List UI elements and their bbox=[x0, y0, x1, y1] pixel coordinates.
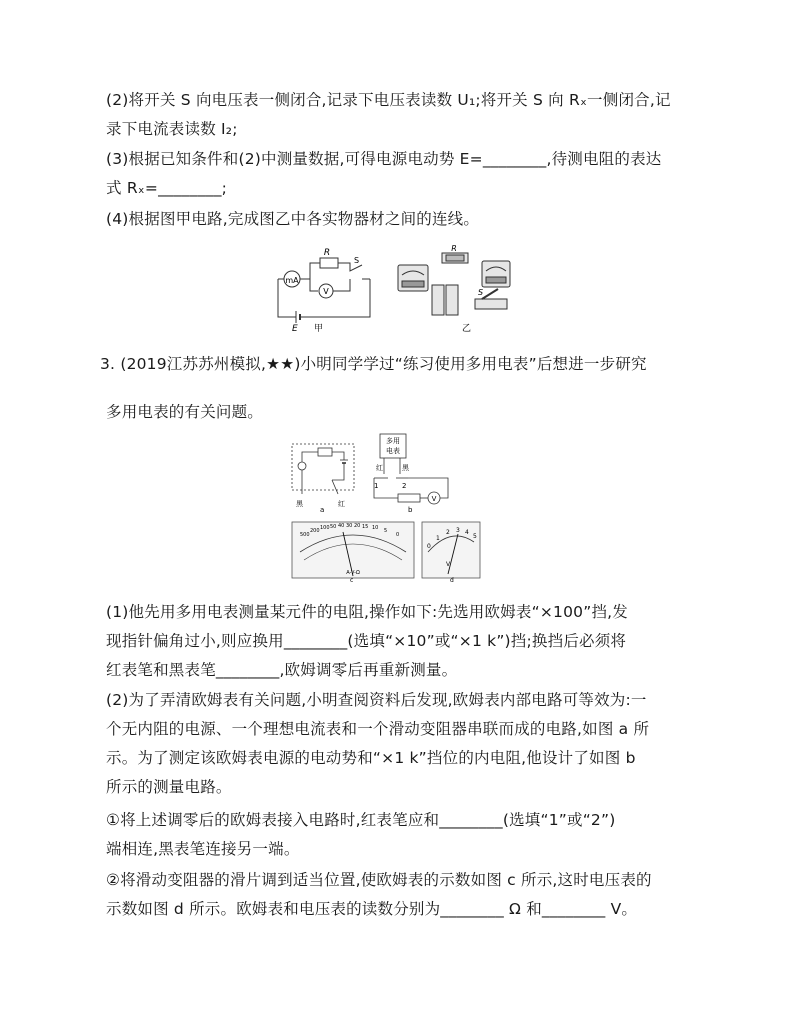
black-probe-label-b: 黑 bbox=[402, 464, 409, 472]
figure-b-caption: b bbox=[408, 506, 413, 514]
dial-d-unit: V bbox=[446, 561, 451, 568]
figure-yi-caption: 乙 bbox=[462, 324, 472, 334]
dial-d bbox=[422, 522, 480, 578]
volt-tick: 2 bbox=[446, 529, 450, 536]
red-probe-label-a: 红 bbox=[338, 500, 345, 508]
voltmeter-label: V bbox=[323, 287, 329, 296]
question-2-step-3 bbox=[106, 145, 686, 203]
ohm-tick: 40 bbox=[338, 523, 345, 529]
volt-tick: 3 bbox=[456, 527, 460, 534]
text-line: (2)为了弄清欧姆表有关问题,小明查阅资料后发现,欧姆表内部电路可等效为:一 bbox=[106, 691, 647, 709]
resistor-yi-label: R bbox=[451, 244, 457, 253]
apparatus-yi bbox=[398, 253, 510, 315]
text-line: ①将上述调零后的欧姆表接入电路时,红表笔应和________(选填“1”或“2”) bbox=[106, 811, 616, 829]
battery-1 bbox=[432, 285, 444, 315]
text-line: 3. (2019江苏苏州模拟,★★)小明同学学过“练习使用多用电表”后想进一步研究 bbox=[100, 355, 647, 373]
switch-label: S bbox=[354, 256, 360, 265]
volt-tick: 4 bbox=[465, 529, 469, 536]
figure-c-caption: c bbox=[350, 577, 354, 582]
terminal-1-label: 1 bbox=[374, 482, 379, 490]
red-probe-label-b: 红 bbox=[376, 464, 383, 472]
figure-jia-caption: 甲 bbox=[314, 324, 324, 334]
text-line: 现指针偏角过小,则应换用________(选填“×10”或“×1 k”)挡;换挡后必须将 bbox=[106, 632, 627, 650]
multimeter-box-label-2: 电表 bbox=[386, 447, 400, 455]
text-line: 多用电表的有关问题。 bbox=[106, 403, 264, 421]
dial-c-caption: A-V-Ω bbox=[346, 570, 360, 576]
figure-a-caption: a bbox=[320, 506, 325, 514]
text-line: (4)根据图甲电路,完成图乙中各实物器材之间的连线。 bbox=[106, 210, 480, 228]
text-line: 示。为了测定该欧姆表电源的电动势和“×1 k”挡位的内电阻,他设计了如图 b bbox=[106, 749, 636, 767]
black-probe-label-a: 黑 bbox=[296, 500, 303, 508]
text-line: 示数如图 d 所示。欧姆表和电压表的读数分别为________ Ω 和________ V。 bbox=[106, 900, 638, 918]
text-line: ②将滑动变阻器的滑片调到适当位置,使欧姆表的示数如图 c 所示,这时电压表的 bbox=[106, 871, 652, 889]
text-line: 式 Rₓ=________; bbox=[106, 179, 228, 197]
text-line: 所示的测量电路。 bbox=[106, 778, 232, 796]
ohm-tick: 10 bbox=[372, 525, 379, 531]
ohm-tick: 20 bbox=[354, 523, 361, 529]
ammeter-label: mA bbox=[285, 276, 299, 285]
resistor-label: R bbox=[323, 248, 331, 258]
figure-circuit-jia-yi bbox=[270, 243, 530, 335]
question-3-part-2-2 bbox=[106, 866, 686, 924]
question-3-part-1 bbox=[106, 598, 686, 685]
question-2-step-2 bbox=[106, 86, 686, 144]
switch-yi-label: S bbox=[478, 288, 484, 297]
volt-tick: 0 bbox=[427, 543, 431, 550]
ohm-tick: 200 bbox=[310, 528, 320, 534]
ohm-tick: 500 bbox=[300, 532, 310, 538]
ohm-tick: 5 bbox=[384, 528, 388, 534]
battery-2 bbox=[446, 285, 458, 315]
figure-multimeter-abcd bbox=[288, 430, 484, 582]
emf-label: E bbox=[292, 324, 298, 334]
text-line: (1)他先用多用电表测量某元件的电阻,操作如下:先选用欧姆表“×100”挡,发 bbox=[106, 603, 628, 621]
ohm-tick: 0 bbox=[396, 532, 400, 538]
ohm-tick: 15 bbox=[362, 524, 369, 530]
ohm-tick: 30 bbox=[346, 523, 353, 529]
circuit-a bbox=[292, 444, 354, 494]
volt-tick: 1 bbox=[436, 535, 440, 542]
question-2-step-4 bbox=[106, 205, 686, 234]
voltmeter-b-label: V bbox=[431, 495, 437, 503]
question-3-intro bbox=[100, 350, 686, 427]
question-3-part-2 bbox=[106, 686, 686, 802]
volt-tick: 5 bbox=[473, 533, 477, 540]
figure-d-caption: d bbox=[450, 577, 454, 582]
terminal-2-label: 2 bbox=[402, 482, 407, 490]
multimeter-box-label: 多用 bbox=[386, 437, 400, 445]
text-line: 红表笔和黑表笔________,欧姆调零后再重新测量。 bbox=[106, 661, 458, 679]
ohm-tick: 100 bbox=[320, 525, 330, 531]
switch-device bbox=[475, 299, 507, 309]
text-line: (3)根据已知条件和(2)中测量数据,可得电源电动势 E=________,待测电阻的表达 bbox=[106, 150, 662, 168]
text-line: 个无内阻的电源、一个理想电流表和一个滑动变阻器串联而成的电路,如图 a 所 bbox=[106, 720, 650, 738]
text-line: (2)将开关 S 向电压表一侧闭合,记录下电压表读数 U₁;将开关 S 向 Rₓ一侧闭合,记 bbox=[106, 91, 671, 109]
ohm-tick: 50 bbox=[330, 524, 337, 530]
question-3-part-2-1 bbox=[106, 806, 686, 864]
text-line: 录下电流表读数 I₂; bbox=[106, 120, 238, 138]
text-line: 端相连,黑表笔连接另一端。 bbox=[106, 840, 300, 858]
